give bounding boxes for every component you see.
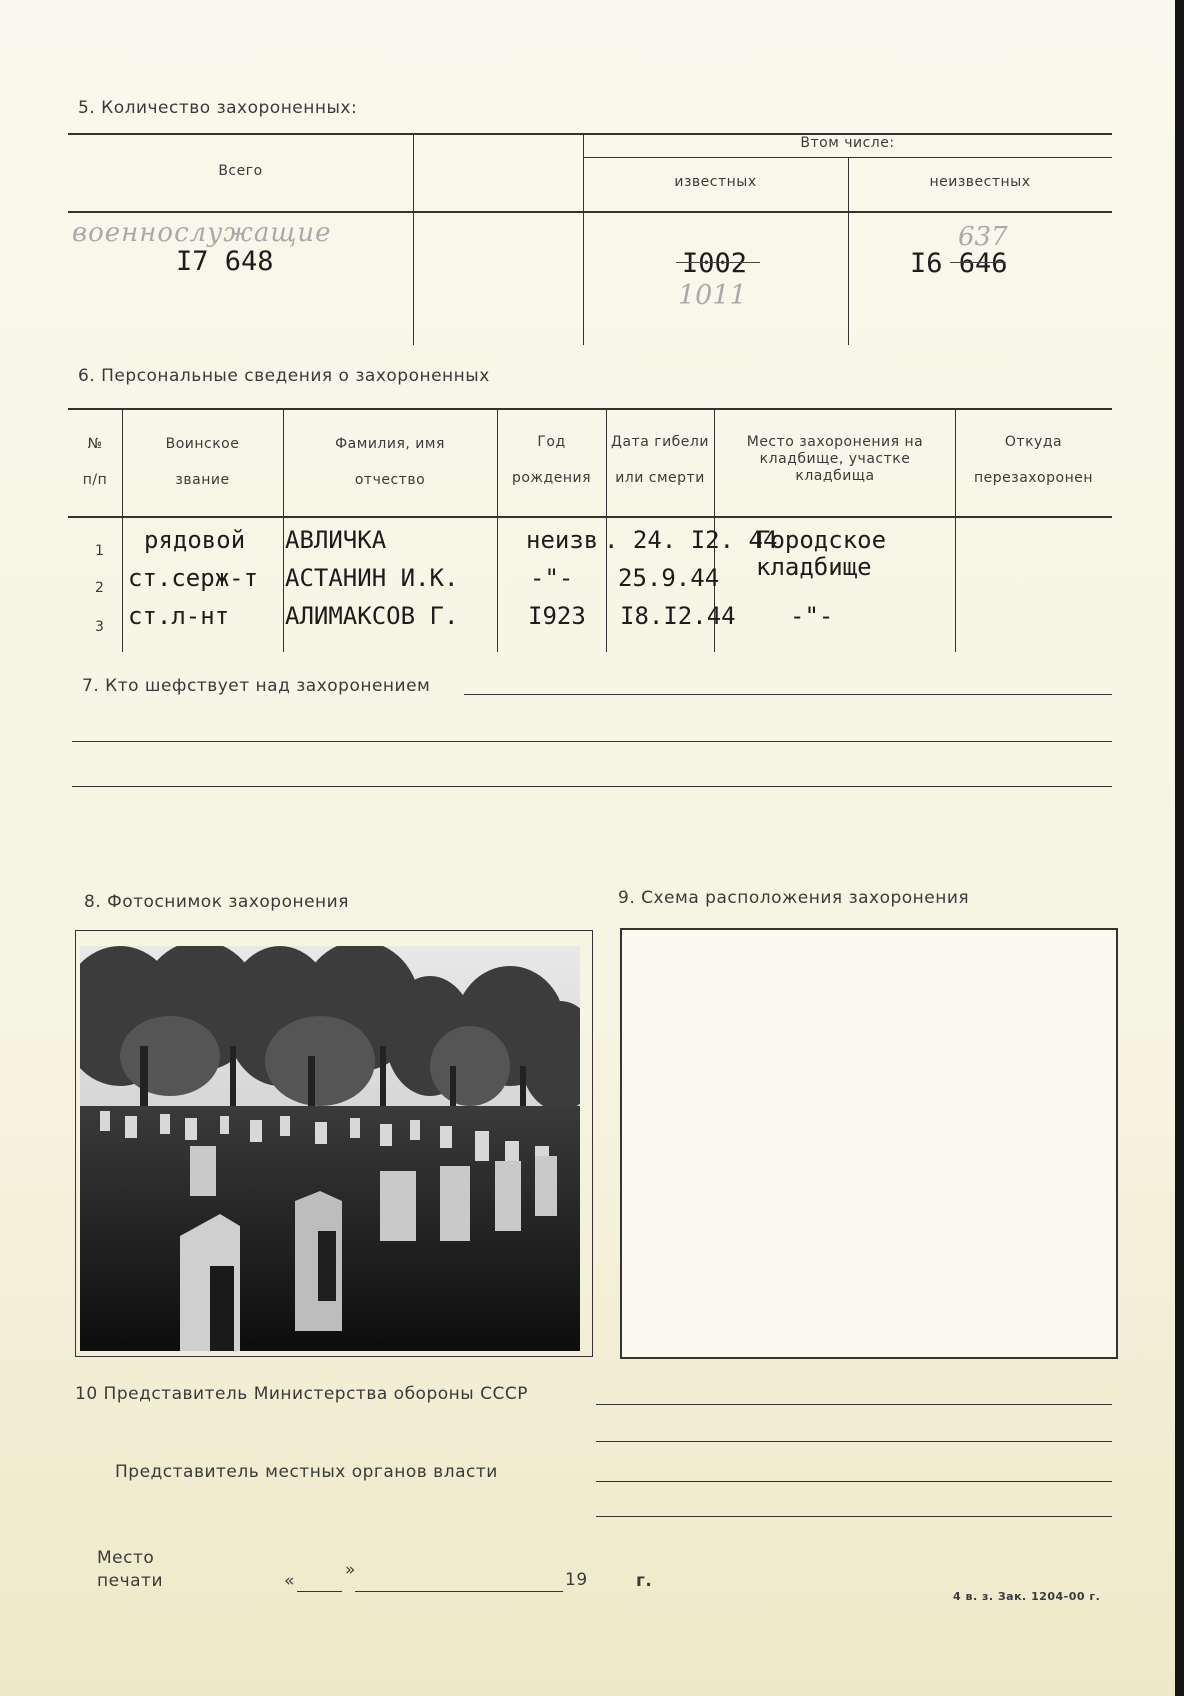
date-month-line xyxy=(355,1591,563,1592)
section10-line-3 xyxy=(596,1481,1112,1482)
row1-place: Городское xyxy=(756,526,887,554)
table5-vline-1 xyxy=(413,133,414,345)
row1-num: 1 xyxy=(95,543,105,559)
year-suffix: г. xyxy=(636,1571,653,1591)
row1-year: неизв xyxy=(526,526,599,554)
row1-name: АВЛИЧКА xyxy=(285,526,387,554)
local-authority-label: Представитель местных органов власти xyxy=(115,1462,498,1482)
row2-date: 25.9.44 xyxy=(618,564,720,592)
handwritten-category: военнослужащие xyxy=(72,218,332,248)
section10-line-2 xyxy=(596,1441,1112,1442)
hdr-place: Место захоронения на кладбище, участке кладбища xyxy=(746,434,924,484)
hdr-name-top: Фамилия, имя xyxy=(335,436,445,452)
date-quote-close: » xyxy=(345,1560,356,1580)
unknown-correction: 637 xyxy=(958,222,1008,252)
hdr-name-bottom: отчество xyxy=(354,472,426,488)
row2-rank: ст.серж-т xyxy=(128,564,259,592)
hdr-year-bottom: рождения xyxy=(511,470,592,486)
hdr-from-top: Откуда xyxy=(1004,434,1063,450)
total-count: I7 648 xyxy=(176,246,274,277)
section7-line-3 xyxy=(72,786,1112,787)
row3-num: 3 xyxy=(95,619,105,635)
row3-place: -"- xyxy=(790,602,834,630)
table5-vline-2 xyxy=(583,133,584,345)
stamp-label-line1: Место xyxy=(97,1548,155,1568)
row2-place: кладбище xyxy=(756,553,872,581)
year-prefix: 19 xyxy=(565,1570,588,1590)
hdr-from-bottom: перезахоронен xyxy=(973,470,1093,486)
section10-line-1 xyxy=(596,1404,1112,1405)
section6-title: 6. Персональные сведения о захороненных xyxy=(78,366,490,386)
hdr-year-top: Год xyxy=(537,434,566,450)
known-strikeout xyxy=(676,262,760,263)
unknown-count: I6 646 xyxy=(910,248,1008,279)
hdr-num-top: № xyxy=(87,436,103,452)
table5-header-bottom xyxy=(68,211,1112,213)
hdr-num-bottom: п/п xyxy=(82,472,108,488)
row2-year: -"- xyxy=(530,564,574,592)
location-scheme-box xyxy=(620,928,1118,1359)
section8-title: 8. Фотоснимок захоронения xyxy=(84,892,349,912)
row3-name: АЛИМАКСОВ Г. xyxy=(285,602,459,630)
row1-rank: рядовой xyxy=(144,526,246,554)
stamp-label-line2: печати xyxy=(97,1571,163,1591)
col-including-header: Втом числе: xyxy=(800,135,895,151)
section10-title: 10 Представитель Министерства обороны СССР xyxy=(75,1384,528,1404)
row1-date: . 24. I2. 44 xyxy=(604,526,778,554)
section5-title: 5. Количество захороненных: xyxy=(78,98,358,118)
col-unknown-header: неизвестных xyxy=(929,174,1031,190)
section7-line-2 xyxy=(72,741,1112,742)
row2-num: 2 xyxy=(95,580,105,596)
date-quote-open: « xyxy=(284,1571,295,1591)
row3-rank: ст.л-нт xyxy=(128,602,230,630)
section10-line-4 xyxy=(596,1516,1112,1517)
row3-date: I8.I2.44 xyxy=(620,602,736,630)
col-known-header: известных xyxy=(674,174,757,190)
cemetery-photo xyxy=(80,946,580,1351)
hdr-date-top: Дата гибели xyxy=(611,434,709,450)
hdr-rank-top: Воинское xyxy=(165,436,240,452)
row2-name: АСТАНИН И.К. xyxy=(285,564,459,592)
print-code: 4 в. з. Зак. 1204-00 г. xyxy=(953,1590,1101,1603)
section7-title: 7. Кто шефствует над захоронением xyxy=(82,676,431,696)
row3-year: I923 xyxy=(528,602,586,630)
unknown-strikeout xyxy=(950,262,1006,263)
date-day-line xyxy=(297,1591,342,1592)
known-correction: 1011 xyxy=(678,280,747,311)
section7-line-1 xyxy=(464,694,1112,695)
col-total-header: Всего xyxy=(218,163,263,179)
hdr-date-bottom: или смерти xyxy=(615,470,705,486)
known-count: I002 xyxy=(682,248,748,279)
section9-title: 9. Схема расположения захоронения xyxy=(618,888,970,908)
scan-edge xyxy=(1175,0,1184,1696)
hdr-rank-bottom: звание xyxy=(175,472,230,488)
